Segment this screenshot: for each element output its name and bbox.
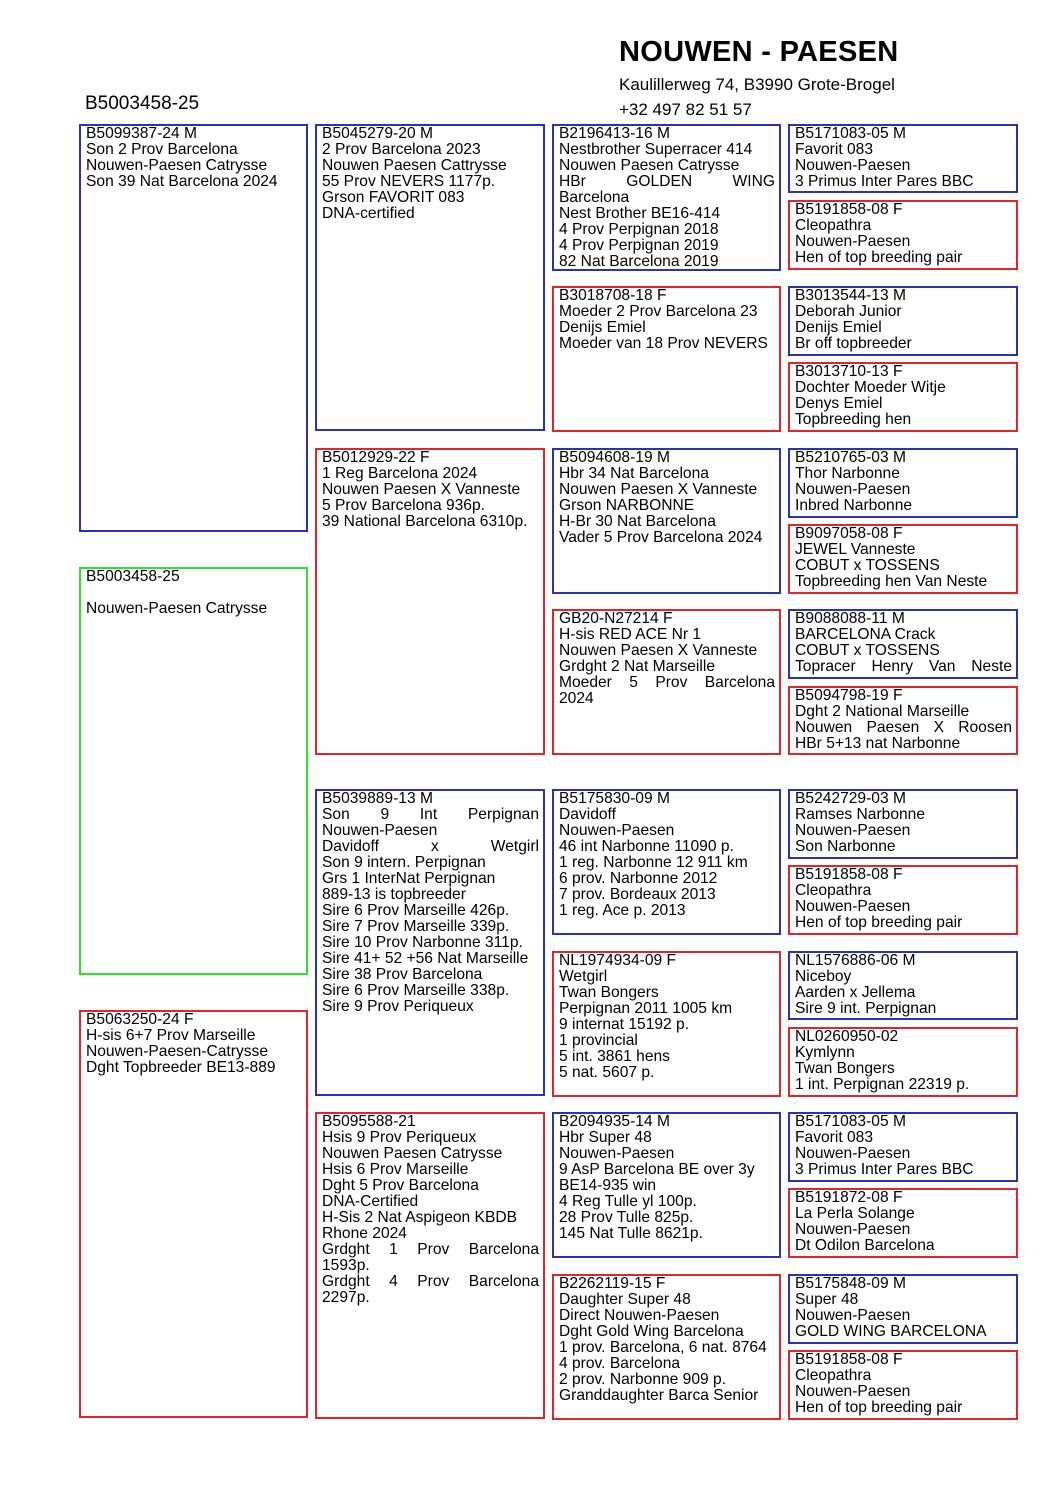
pedigree-line: Denys Emiel [795,395,883,412]
pedigree-line: Nouwen-Paesen Catrysse [86,600,268,617]
pedigree-line: Son 39 Nat Barcelona 2024 [86,173,278,190]
ring-number: B5191858-08 F [795,1351,903,1368]
pedigree-line: Son 9 Int Perpignan [322,806,539,823]
ring-number: B5095588-21 [322,1113,416,1130]
pedigree-line: 3 Primus Inter Pares BBC [795,1161,974,1178]
pedigree-line: Hsis 6 Prov Marseille [322,1161,469,1178]
pedigree-line: Nouwen-Paesen [795,822,911,839]
pedigree-line: Hsis 9 Prov Periqueux [322,1129,477,1146]
pedigree-line: 4 Prov Perpignan 2019 [559,237,719,254]
pedigree-line: Moeder 2 Prov Barcelona 23 [559,303,758,320]
pedigree-line: Sire 10 Prov Narbonne 311p. [322,934,523,951]
pedigree-line: 6 prov. Narbonne 2012 [559,870,718,887]
pedigree-line: Moeder van 18 Prov NEVERS [559,335,768,352]
pedigree-box-sdd [552,609,781,755]
pedigree-line: Nouwen Paesen X Vanneste [322,481,521,498]
pedigree-line: Nouwen-Paesen [795,481,911,498]
pedigree-box-sire-dam [315,448,545,755]
pedigree-line: HBr 5+13 nat Narbonne [795,735,961,752]
pedigree-box-ddsd [788,1188,1018,1258]
pedigree-ring-number: B5003458-25 [85,93,200,114]
pedigree-line: Nouwen-Paesen [322,822,438,839]
pedigree-line: Thor Narbonne [795,465,900,482]
pedigree-line: Nouwen-Paesen [795,1145,911,1162]
pedigree-line: Hen of top breeding pair [795,914,963,931]
pedigree-line: Rhone 2024 [322,1225,407,1242]
ring-number: NL0260950-02 [795,1028,899,1045]
pedigree-line: GOLD WING BARCELONA [795,1323,987,1340]
pedigree-line: Vader 5 Prov Barcelona 2024 [559,529,763,546]
pedigree-line: 9 AsP Barcelona BE over 3y [559,1161,755,1178]
pedigree-line: 1 reg. Ace p. 2013 [559,902,686,919]
pedigree-line: Sire 9 int. Perpignan [795,1000,937,1017]
pedigree-line: Nouwen Paesen Catrysse [322,1145,503,1162]
ring-number: B5171083-05 M [795,125,906,142]
pedigree-line: 9 internat 15192 p. [559,1016,690,1033]
pedigree-line: Direct Nouwen-Paesen [559,1307,720,1324]
pedigree-line: Nestbrother Superracer 414 [559,141,753,158]
pedigree-line: Aarden x Jellema [795,984,916,1001]
ring-number: B5039889-13 M [322,790,433,807]
ring-number: B5094608-19 M [559,449,670,466]
pedigree-line: Hbr Super 48 [559,1129,652,1146]
pedigree-line: Hen of top breeding pair [795,1399,963,1416]
owner-phone: +32 497 82 51 57 [619,100,752,119]
pedigree-line: 4 prov. Barcelona [559,1355,681,1372]
ring-number: B5099387-24 M [86,125,197,142]
pedigree-line: 145 Nat Tulle 8621p. [559,1225,703,1242]
pedigree-line: Twan Bongers [795,1060,895,1077]
pedigree-box-dam-dam [315,1112,545,1419]
pedigree-line: 1 reg. Narbonne 12 911 km [559,854,748,871]
pedigree-line: H-Br 30 Nat Barcelona [559,513,716,530]
pedigree-line: Son Narbonne [795,838,896,855]
pedigree-line: 1 int. Perpignan 22319 p. [795,1076,970,1093]
pedigree-line: BE14-935 win [559,1177,657,1194]
pedigree-box-dam [79,1010,308,1418]
pedigree-line: Dght 5 Prov Barcelona [322,1177,479,1194]
ring-number: B5175848-09 M [795,1275,906,1292]
ring-number: B3013710-13 F [795,363,903,380]
pedigree-line: 2024 [559,690,594,707]
pedigree-line: Dt Odilon Barcelona [795,1237,935,1254]
pedigree-box-sdds [788,609,1018,679]
pedigree-box-ssss [788,124,1018,193]
pedigree-line: Nouwen Paesen X Vanneste [559,481,758,498]
pedigree-box-dsds [788,951,1018,1020]
pedigree-box-dss [552,789,781,935]
ring-number: B5191858-08 F [795,866,903,883]
pedigree-box-ddds [788,1274,1018,1344]
pedigree-line: Davidoff x Wetgirl [322,838,539,855]
pedigree-line: Sire 7 Prov Marseille 339p. [322,918,510,935]
pedigree-line: Davidoff [559,806,616,823]
pedigree-line: 46 int Narbonne 11090 p. [559,838,734,855]
ring-number: B5063250-24 F [86,1011,194,1028]
pedigree-box-sdss [788,448,1018,518]
pedigree-line: 1 prov. Barcelona, 6 nat. 8764 [559,1339,767,1356]
pedigree-line: 7 prov. Bordeaux 2013 [559,886,716,903]
pedigree-line: Grdght 4 Prov Barcelona [322,1273,539,1290]
pedigree-line: Nouwen-Paesen [795,1383,911,1400]
pedigree-line: Nouwen-Paesen [795,1221,911,1238]
ring-number: B5094798-19 F [795,687,903,704]
pedigree-box-sdsd [788,524,1018,594]
pedigree-line: 1 Reg Barcelona 2024 [322,465,478,482]
ring-number: B5210765-03 M [795,449,906,466]
pedigree-box-dddd [788,1350,1018,1420]
pedigree-line: H-Sis 2 Nat Aspigeon KBDB [322,1209,518,1226]
pedigree-line: Nouwen-Paesen [559,822,675,839]
pedigree-line: Nest Brother BE16-414 [559,205,721,222]
pedigree-line: Br off topbreeder [795,335,912,352]
pedigree-box-sssd [788,200,1018,270]
blank-line [86,585,302,601]
pedigree-line: Sire 6 Prov Marseille 338p. [322,982,510,999]
pedigree-line: Son 9 intern. Perpignan [322,854,486,871]
pedigree-box-dsss [788,789,1018,859]
pedigree-line: Nouwen Paesen Cattrysse [322,157,507,174]
pedigree-line: JEWEL Vanneste [795,541,916,558]
ring-number: B9088088-11 M [795,610,905,627]
pedigree-box-ddss [788,1112,1018,1182]
pedigree-line: Denijs Emiel [795,319,882,336]
pedigree-line: Nouwen-Paesen Catrysse [86,157,268,174]
pedigree-line: Wetgirl [559,968,608,985]
pedigree-line: Nouwen-Paesen [795,898,911,915]
pedigree-line: Cleopathra [795,217,872,234]
pedigree-box-sds [552,448,781,594]
pedigree-line: Moeder 5 Prov Barcelona [559,674,775,691]
pedigree-line: Twan Bongers [559,984,659,1001]
pedigree-line: Son 2 Prov Barcelona [86,141,238,158]
pedigree-line: Sire 6 Prov Marseille 426p. [322,902,510,919]
pedigree-line: Nouwen-Paesen [795,233,911,250]
pedigree-line: 1 provincial [559,1032,638,1049]
pedigree-line: Nouwen-Paesen-Catrysse [86,1043,269,1060]
pedigree-line: 2 prov. Narbonne 909 p. [559,1371,727,1388]
ring-number: B3018708-18 F [559,287,667,304]
pedigree-line: 4 Reg Tulle yl 100p. [559,1193,697,1210]
pedigree-line: 3 Primus Inter Pares BBC [795,173,974,190]
ring-number: B5242729-03 M [795,790,906,807]
pedigree-line: Dochter Moeder Witje [795,379,946,396]
pedigree-line: COBUT x TOSSENS [795,557,940,574]
pedigree-line: 2297p. [322,1289,370,1306]
pedigree-line: Nouwen Paesen Catrysse [559,157,740,174]
pedigree-line: Topbreeding hen Van Neste [795,573,988,590]
pedigree-line: Sire 9 Prov Periqueux [322,998,474,1015]
ring-number: GB20-N27214 F [559,610,673,627]
pedigree-box-dam-sire [315,789,545,1096]
pedigree-line: Deborah Junior [795,303,902,320]
pedigree-box-sire-sire [315,124,545,431]
ring-number: B3013544-13 M [795,287,906,304]
ring-number: B2262119-15 F [559,1275,666,1292]
pedigree-box-dssd [788,865,1018,935]
pedigree-line: Favorit 083 [795,141,874,158]
ring-number: B2196413-16 M [559,125,670,142]
pedigree-line: Dght Gold Wing Barcelona [559,1323,744,1340]
owner-address: Kaulillerweg 74, B3990 Grote-Brogel [619,75,895,94]
pedigree-line: Perpignan 2011 1005 km [559,1000,733,1017]
pedigree-box-sddd [788,686,1018,755]
pedigree-line: Grdght 1 Prov Barcelona [322,1241,539,1258]
pedigree-box-dsd [552,951,781,1097]
pedigree-line: Grson FAVORIT 083 [322,189,465,206]
pedigree-line: La Perla Solange [795,1205,915,1222]
pedigree-box-ssd [552,286,781,432]
pedigree-line: Grs 1 InterNat Perpignan [322,870,496,887]
owner-name: NOUWEN - PAESEN [619,36,899,68]
pedigree-line: Grdght 2 Nat Marseille [559,658,715,675]
pedigree-line: 5 Prov Barcelona 936p. [322,497,485,514]
pedigree-line: 5 int. 3861 hens [559,1048,670,1065]
pedigree-line: Dght 2 National Marseille [795,703,970,720]
pedigree-line: Inbred Narbonne [795,497,913,514]
ring-number: NL1974934-09 F [559,952,677,969]
pedigree-line: Denijs Emiel [559,319,646,336]
ring-number: B5171083-05 M [795,1113,906,1130]
ring-number: B5012929-22 F [322,449,430,466]
pedigree-line: Grson NARBONNE [559,497,695,514]
ring-number: B5191858-08 F [795,201,903,218]
pedigree-box-dsdd [788,1027,1018,1097]
pedigree-line: Sire 41+ 52 +56 Nat Marseille [322,950,529,967]
pedigree-line: H-sis 6+7 Prov Marseille [86,1027,256,1044]
ring-number: B5175830-09 M [559,790,670,807]
pedigree-line: 5 nat. 5607 p. [559,1064,655,1081]
pedigree-line: 2 Prov Barcelona 2023 [322,141,481,158]
pedigree-box-subject [79,567,308,975]
pedigree-line: BARCELONA Crack [795,626,936,643]
ring-number: B9097058-08 F [795,525,903,542]
ring-number: B5191872-08 F [795,1189,903,1206]
pedigree-line: Ramses Narbonne [795,806,926,823]
pedigree-line: Nouwen-Paesen [795,1307,911,1324]
pedigree-box-ddd [552,1274,781,1420]
ring-number: B5003458-25 [86,568,180,585]
pedigree-line: Granddaughter Barca Senior [559,1387,759,1404]
pedigree-box-sire [79,124,308,532]
pedigree-line: 28 Prov Tulle 825p. [559,1209,694,1226]
pedigree-line: Cleopathra [795,1367,872,1384]
pedigree-line: Nouwen Paesen X Roosen [795,719,1012,736]
pedigree-line: H-sis RED ACE Nr 1 [559,626,702,643]
pedigree-line: Daughter Super 48 [559,1291,691,1308]
pedigree-line: 82 Nat Barcelona 2019 [559,253,719,270]
pedigree-line: DNA-Certified [322,1193,419,1210]
pedigree-line: COBUT x TOSSENS [795,642,940,659]
pedigree-line: Sire 38 Prov Barcelona [322,966,483,983]
ring-number: B2094935-14 M [559,1113,670,1130]
ring-number: B5045279-20 M [322,125,433,142]
pedigree-line: 39 National Barcelona 6310p. [322,513,528,530]
pedigree-line: Nouwen Paesen X Vanneste [559,642,758,659]
pedigree-box-ssds [788,286,1018,356]
pedigree-box-sss [552,124,781,271]
pedigree-line: 55 Prov NEVERS 1177p. [322,173,496,190]
pedigree-line: 4 Prov Perpignan 2018 [559,221,719,238]
ring-number: NL1576886-06 M [795,952,916,969]
pedigree-line: Cleopathra [795,882,872,899]
pedigree-line: 1593p. [322,1257,370,1274]
pedigree-line: Super 48 [795,1291,859,1308]
pedigree-line: Nouwen-Paesen [795,157,911,174]
pedigree-line: Kymlynn [795,1044,855,1061]
pedigree-line: Barcelona [559,189,630,206]
pedigree-box-dds [552,1112,781,1258]
pedigree-line: Nouwen-Paesen [559,1145,675,1162]
pedigree-line: Hbr 34 Nat Barcelona [559,465,709,482]
pedigree-line: Topbreeding hen [795,411,912,428]
pedigree-line: Niceboy [795,968,852,985]
pedigree-line: 889-13 is topbreeder [322,886,466,903]
pedigree-box-ssdd [788,362,1018,432]
pedigree-line: Favorit 083 [795,1129,874,1146]
pedigree-line: Topracer Henry Van Neste [795,658,1012,675]
pedigree-line: Hen of top breeding pair [795,249,963,266]
pedigree-line: Dght Topbreeder BE13-889 [86,1059,276,1076]
pedigree-line: HBr GOLDEN WING [559,173,775,190]
pedigree-line: DNA-certified [322,205,415,222]
